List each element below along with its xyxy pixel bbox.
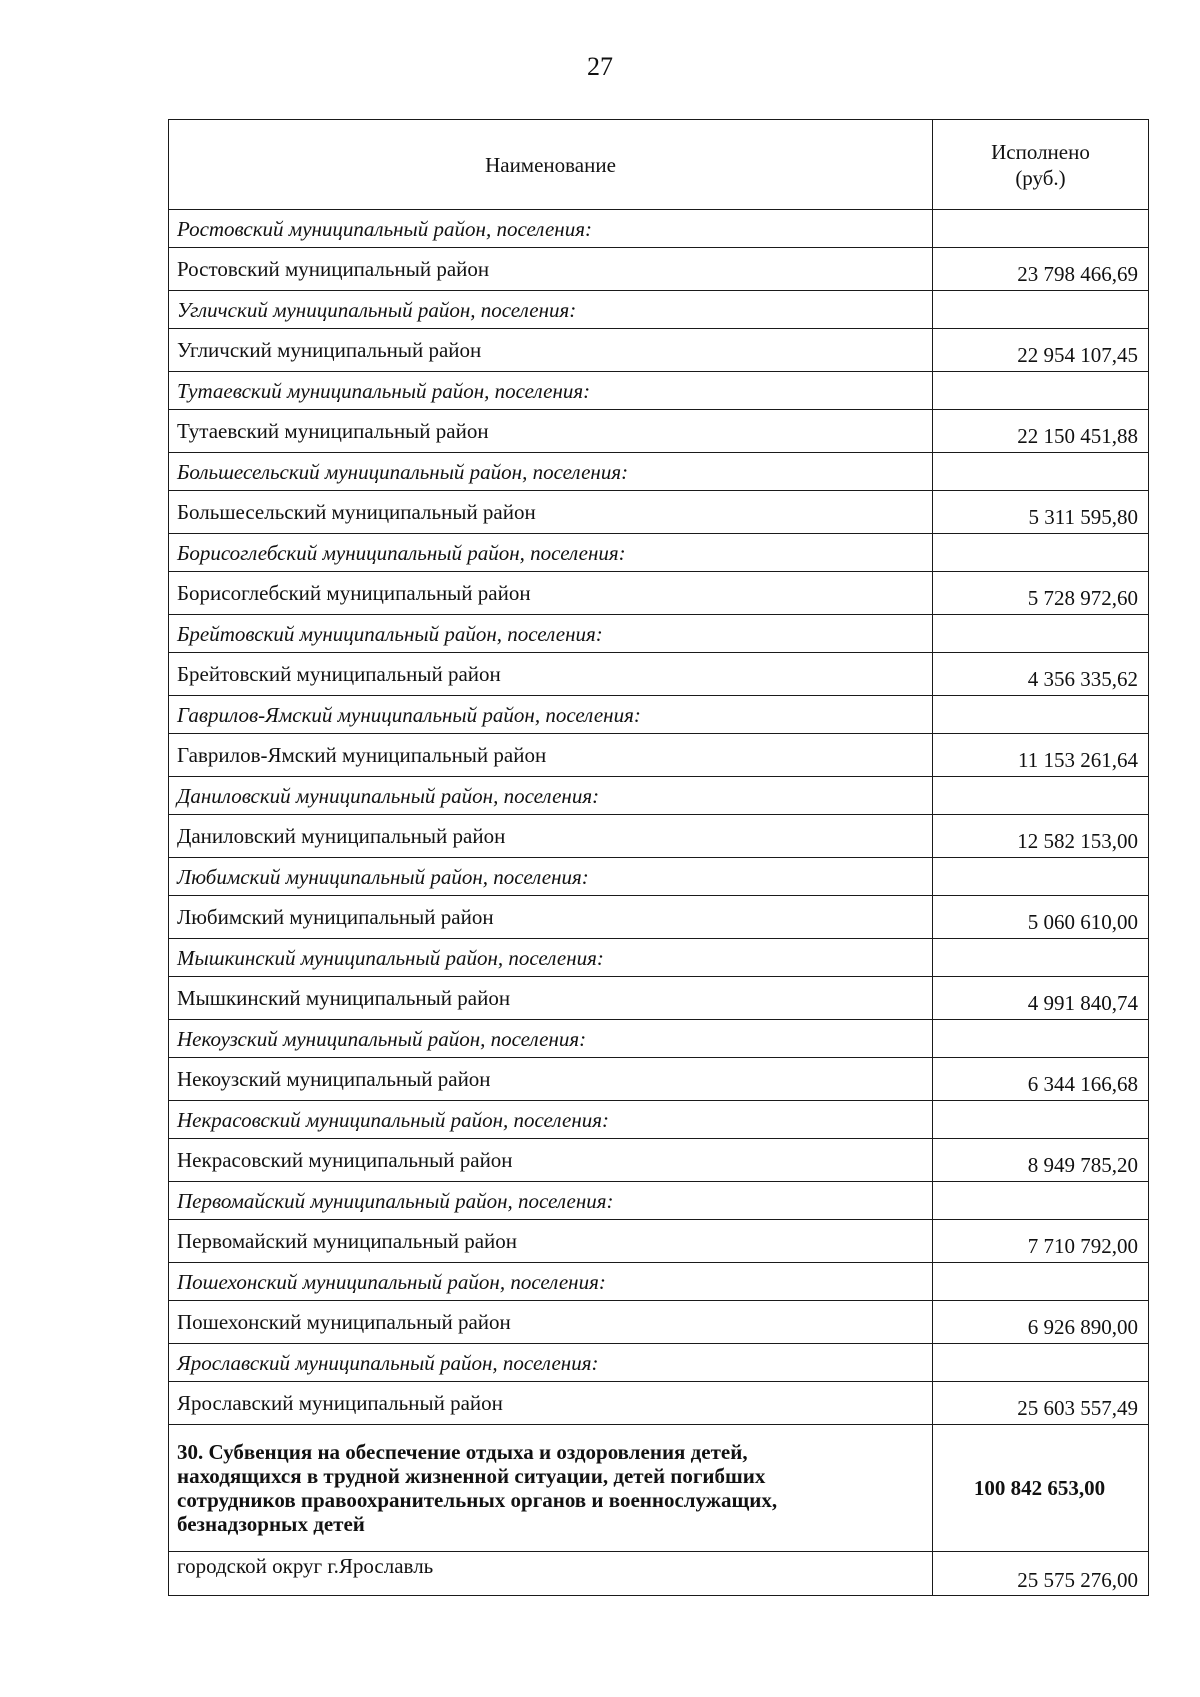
column-header-amount-line1: Исполнено [991,139,1090,164]
district-name: Первомайский муниципальный район [169,1220,933,1263]
district-amount: 23 798 466,69 [933,248,1149,291]
subtitle-row [169,1101,1149,1139]
table-row [169,572,1149,615]
district-amount: 25 603 557,49 [933,1382,1149,1425]
table-row [169,977,1149,1020]
district-name: Пошехонский муниципальный район [169,1301,933,1344]
subtitle-label: Борисоглебский муниципальный район, поселения: [169,534,933,572]
subtitle-amount-empty [933,777,1149,815]
subtitle-row [169,291,1149,329]
table-row [169,734,1149,777]
subtitle-amount-empty [933,1263,1149,1301]
district-name: Угличский муниципальный район [169,329,933,372]
subtitle-amount-empty [933,453,1149,491]
subtitle-amount-empty [933,615,1149,653]
subtitle-amount-empty [933,210,1149,248]
subtitle-amount-empty [933,534,1149,572]
subtitle-row [169,453,1149,491]
district-name: Тутаевский муниципальный район [169,410,933,453]
section-title-line: находящихся в трудной жизненной ситуации, детей погибших [177,1464,766,1488]
table-row [169,1301,1149,1344]
district-amount: 8 949 785,20 [933,1139,1149,1182]
table-row [169,410,1149,453]
subtitle-row [169,210,1149,248]
table-row [169,491,1149,534]
district-amount: 22 954 107,45 [933,329,1149,372]
subtitle-amount-empty [933,372,1149,410]
section-row [169,1425,1149,1552]
section-title-line: 30. Субвенция на обеспечение отдыха и оздоровления детей, [177,1440,748,1464]
section-amount: 100 842 653,00 [933,1425,1149,1552]
subtitle-label: Большесельский муниципальный район, поселения: [169,453,933,491]
column-header-amount-line2: (руб.) [1015,165,1066,190]
subtitle-row [169,1020,1149,1058]
district-amount: 5 728 972,60 [933,572,1149,615]
column-header-name: Наименование [169,120,933,210]
subtitle-label: Мышкинский муниципальный район, поселения: [169,939,933,977]
subtitle-row [169,939,1149,977]
district-amount: 12 582 153,00 [933,815,1149,858]
table-row [169,1139,1149,1182]
subtitle-amount-empty [933,696,1149,734]
subtitle-amount-empty [933,1020,1149,1058]
subtitle-row [169,372,1149,410]
page-number: 27 [587,52,613,81]
district-name: Любимский муниципальный район [169,896,933,939]
section-title-line: безнадзорных детей [177,1512,365,1536]
subtitle-label: Угличский муниципальный район, поселения: [169,291,933,329]
subtitle-row [169,1263,1149,1301]
subtitle-label: Первомайский муниципальный район, поселения: [169,1182,933,1220]
subtitle-label: Даниловский муниципальный район, поселения: [169,777,933,815]
subtitle-label: Гаврилов-Ямский муниципальный район, поселения: [169,696,933,734]
district-name: Даниловский муниципальный район [169,815,933,858]
subtitle-row [169,1344,1149,1382]
district-amount: 5 060 610,00 [933,896,1149,939]
district-amount: 6 926 890,00 [933,1301,1149,1344]
table-header-row [169,120,1149,210]
subtitle-label: Любимский муниципальный район, поселения: [169,858,933,896]
district-amount: 4 356 335,62 [933,653,1149,696]
district-name: Ярославский муниципальный район [169,1382,933,1425]
table-row [169,896,1149,939]
subtitle-row [169,615,1149,653]
subtitle-label: Ярославский муниципальный район, поселения: [169,1344,933,1382]
subtitle-label: Некрасовский муниципальный район, поселения: [169,1101,933,1139]
table-body [169,210,1149,1425]
section-title-line: сотрудников правоохранительных органов и военнослужащих, [177,1488,778,1512]
table-row [169,1220,1149,1263]
subtitle-row [169,696,1149,734]
subtitle-amount-empty [933,858,1149,896]
district-name: Некоузский муниципальный район [169,1058,933,1101]
table-row [169,653,1149,696]
district-name: Брейтовский муниципальный район [169,653,933,696]
city-name: городской округ г.Ярославль [169,1552,933,1596]
subtitle-label: Брейтовский муниципальный район, поселения: [169,615,933,653]
subtitle-row [169,534,1149,572]
district-name: Большесельский муниципальный район [169,491,933,534]
table-row [169,815,1149,858]
column-header-amount [933,120,1149,210]
subtitle-label: Тутаевский муниципальный район, поселения: [169,372,933,410]
city-amount: 25 575 276,00 [933,1552,1149,1596]
district-name: Ростовский муниципальный район [169,248,933,291]
section-title [169,1425,933,1552]
subtitle-amount-empty [933,1182,1149,1220]
table-row [169,1382,1149,1425]
district-name: Некрасовский муниципальный район [169,1139,933,1182]
district-amount: 5 311 595,80 [933,491,1149,534]
district-amount: 6 344 166,68 [933,1058,1149,1101]
table-row [169,1058,1149,1101]
budget-execution-table [168,119,1149,1596]
subtitle-label: Пошехонский муниципальный район, поселения: [169,1263,933,1301]
district-amount: 4 991 840,74 [933,977,1149,1020]
subtitle-amount-empty [933,1344,1149,1382]
district-amount: 11 153 261,64 [933,734,1149,777]
table-row-city [169,1552,1149,1596]
district-name: Мышкинский муниципальный район [169,977,933,1020]
subtitle-label: Ростовский муниципальный район, поселения: [169,210,933,248]
district-name: Гаврилов-Ямский муниципальный район [169,734,933,777]
subtitle-amount-empty [933,939,1149,977]
subtitle-amount-empty [933,1101,1149,1139]
subtitle-label: Некоузский муниципальный район, поселения: [169,1020,933,1058]
table-row [169,248,1149,291]
subtitle-row [169,777,1149,815]
subtitle-row [169,858,1149,896]
subtitle-row [169,1182,1149,1220]
subtitle-amount-empty [933,291,1149,329]
district-amount: 7 710 792,00 [933,1220,1149,1263]
table-row [169,329,1149,372]
district-amount: 22 150 451,88 [933,410,1149,453]
district-name: Борисоглебский муниципальный район [169,572,933,615]
